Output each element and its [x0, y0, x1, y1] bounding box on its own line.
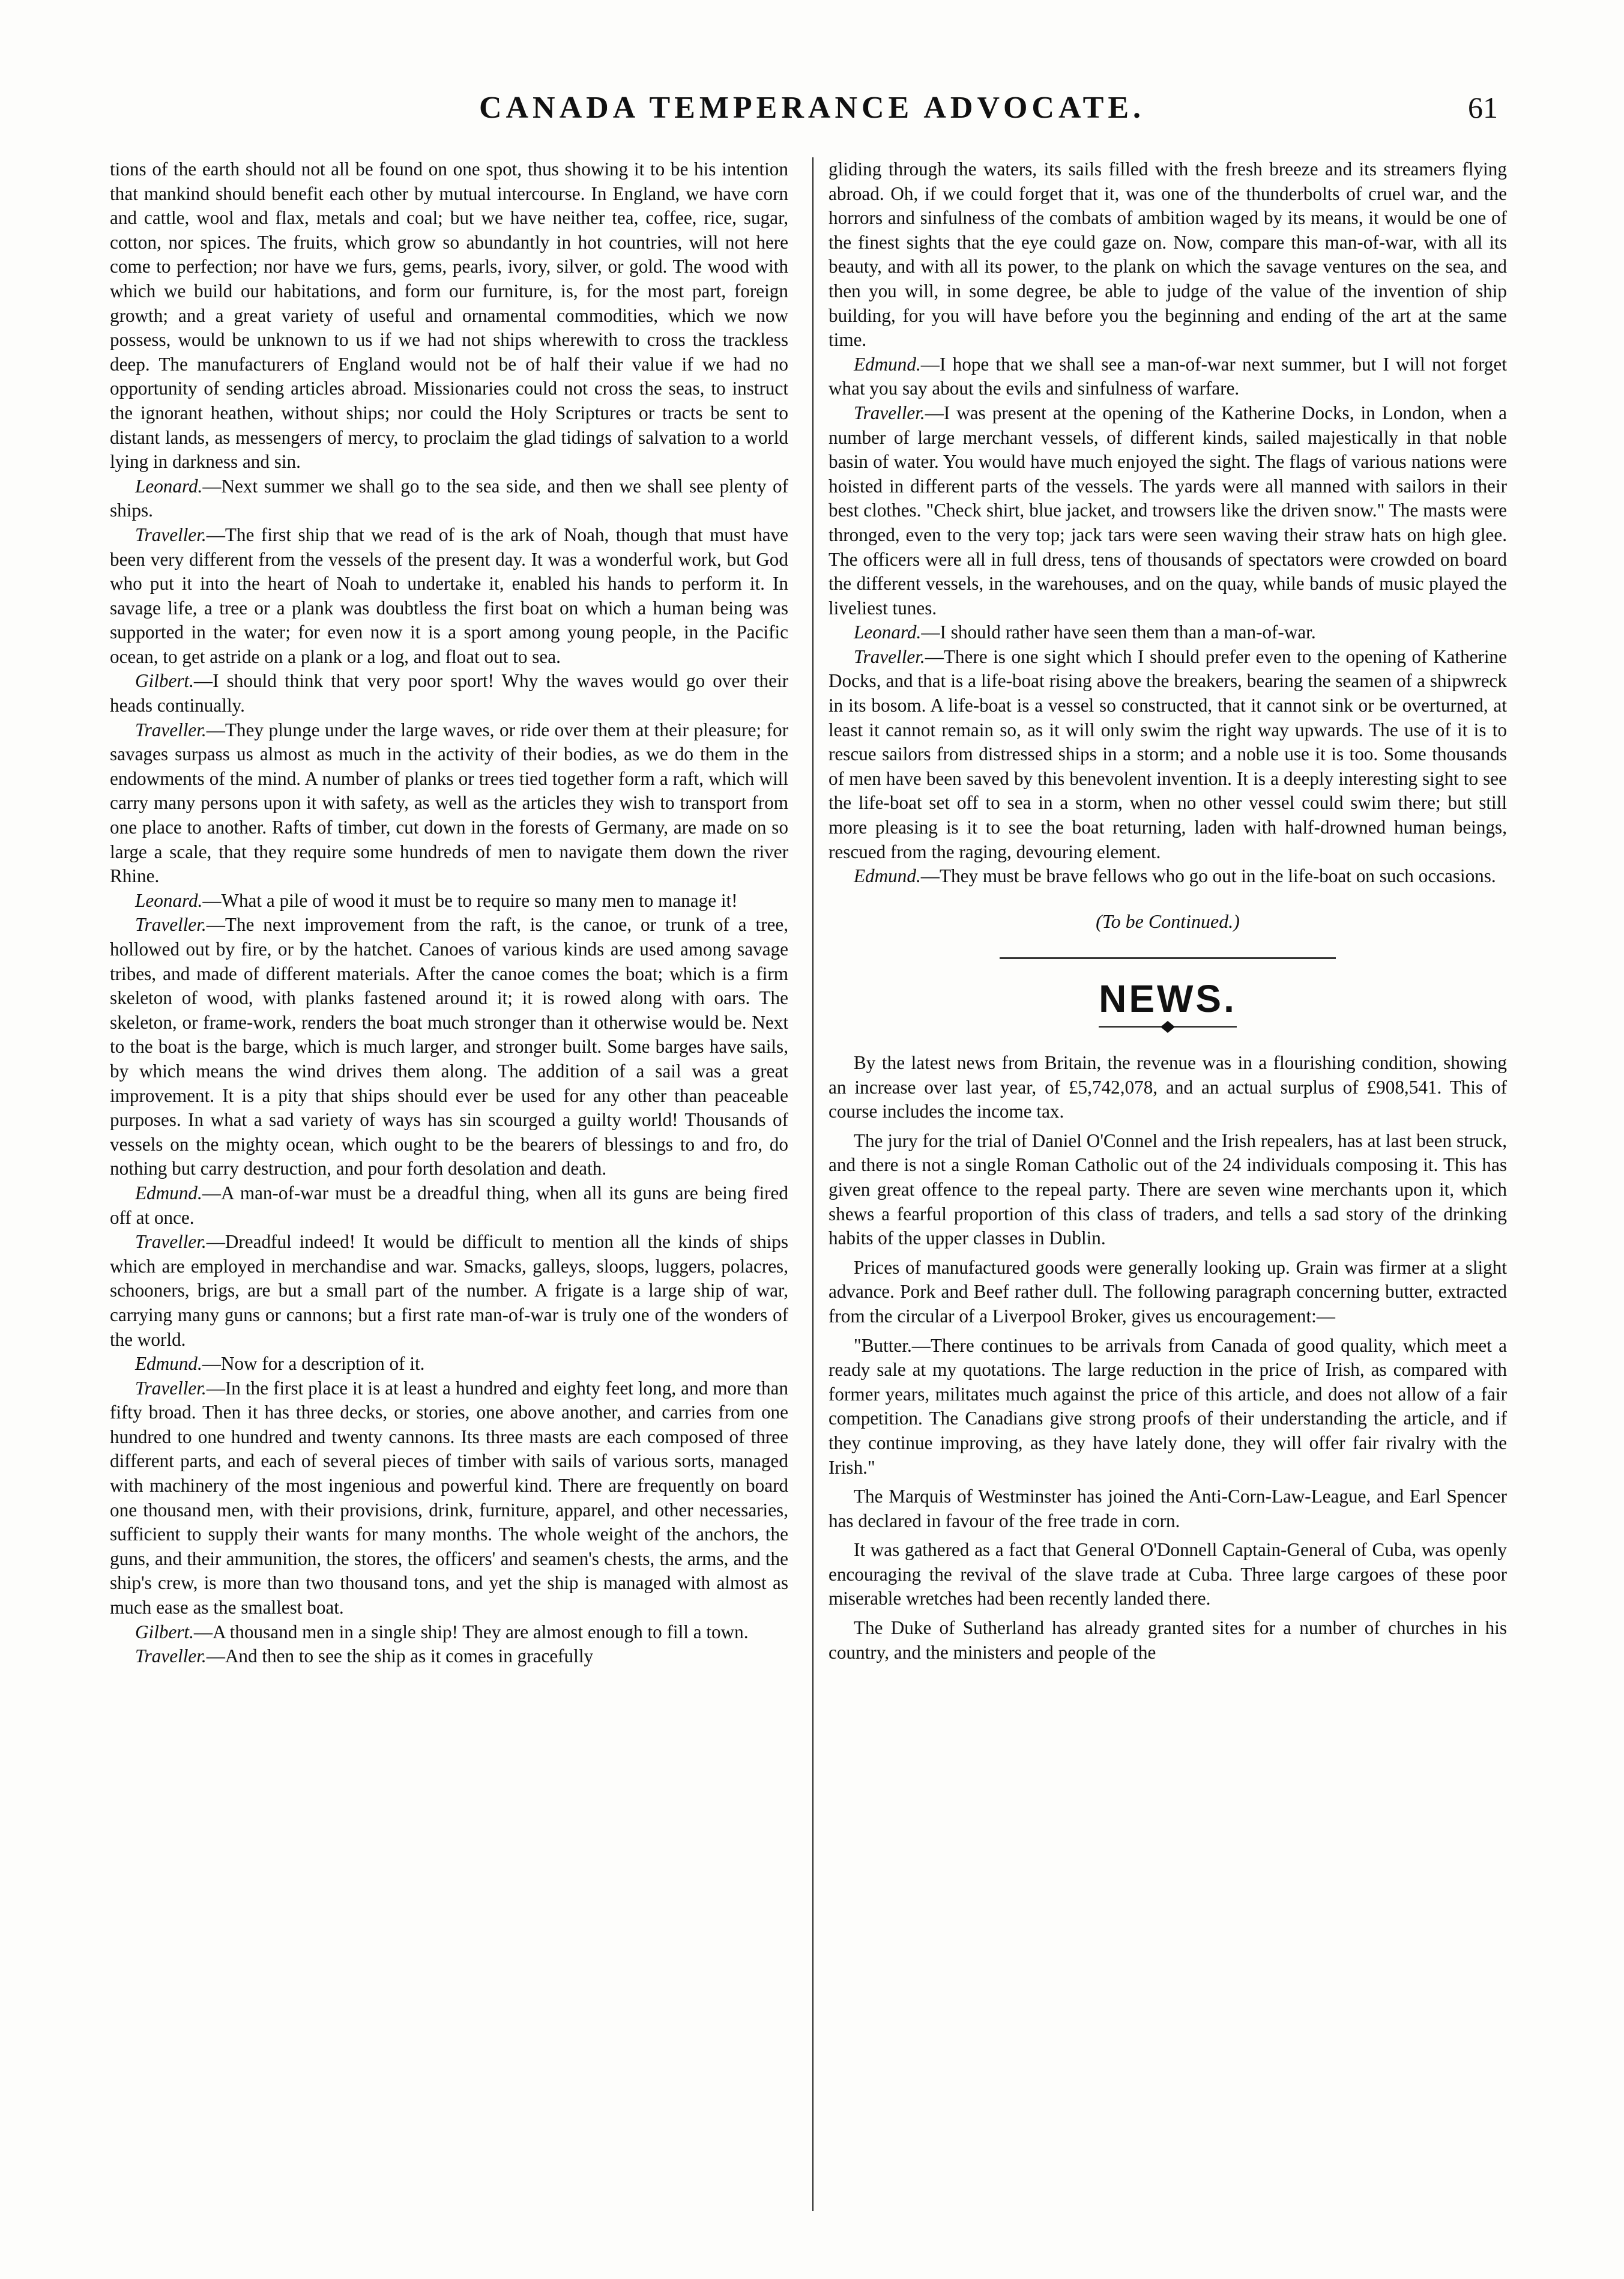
speaker-name: Edmund. [854, 353, 921, 375]
dialogue-paragraph: Traveller.—The first ship that we read of is the ark of Noah, though that must have been very different from the vessels of the present day. It was a wonderful work, but God who put it into the heart of Noah to undertake it, enabled his hands to perform it. In savage life, a tree or a plank was doubtless the first boat on which a human being was supported in the water; for even now it is a sport among young people, in the Pacific ocean, to get astride on a plank or a log, and float out to sea. [110, 524, 788, 667]
news-paragraph: By the latest news from Britain, the revenue was in a flourishing condition, showing an increase over last year, of £5,742,078, and an actual surplus of £908,541. This of course includes the income tax. [829, 1052, 1507, 1122]
to-be-continued-note: (To be Continued.) [1096, 910, 1240, 932]
speaker-name: Traveller. [135, 1377, 207, 1399]
dialogue-paragraph: Traveller.—Dreadful indeed! It would be difficult to mention all the kinds of ships which are employed in merchandise and war. Smacks, galleys, sloops, luggers, polacres, schooners, brigs, are but a small part of the number. A frigate is a large ship of war, carrying many guns or cannons; but a first rate man-of-war is truly one of the wonders of the world. [110, 1231, 788, 1350]
news-paragraph: It was gathered as a fact that General O'Donnell Captain-General of Cuba, was openly encouraging the revival of the slave trade at Cuba. Three large cargoes of these poor miserable wretches had been recently landed there. [829, 1539, 1507, 1609]
running-head [0, 90, 1624, 138]
speaker-name: Traveller. [135, 1231, 207, 1253]
dialogue-paragraph: Edmund.—A man-of-war must be a dreadful thing, when all its guns are being fired off at once. [110, 1182, 788, 1228]
news-paragraph: The Marquis of Westminster has joined the Anti-Corn-Law-League, and Earl Spencer has declared in favour of the free trade in corn. [829, 1486, 1507, 1531]
speaker-name: Leonard. [135, 475, 203, 497]
dialogue-paragraph: Traveller.—And then to see the ship as it comes in gracefully [135, 1645, 594, 1667]
news-section [829, 1051, 1507, 1665]
diamond-ornament-icon [1099, 1020, 1237, 1034]
news-paragraph: The Duke of Sutherland has already granted sites for a number of churches in his country, and the ministers and people of the [829, 1617, 1507, 1663]
speaker-name: Edmund. [854, 865, 921, 887]
dialogue-paragraph: Gilbert.—A thousand men in a single ship! They are almost enough to fill a town. [135, 1621, 749, 1642]
dialogue-paragraph: Traveller.—In the first place it is at least a hundred and eighty feet long, and more than fifty broad. Then it has three decks, or stories, one above another, and carries from one hundred to one hundred and twenty cannons. Its three masts are each composed of three different parts, and each of several pieces of timber with sails of various sorts, managed with machinery of the most ingenious and powerful kind. There are frequently on board one thousand men, with their provisions, drink, furniture, apparel, and other necessaries, sufficient to supply their wants for many months. The whole weight of the anchors, the guns, and their ammunition, the stores, the officers' and seamen's chests, the arms, and the ship's crew, is more than two thousand tons, and yet the ship is managed with almost as much ease as the smallest boat. [110, 1377, 788, 1618]
dialogue-paragraph: Traveller.—The next improvement from the raft, is the canoe, or trunk of a tree, hollowed out by fire, or by the hatchet. Canoes of various kinds are used among savage tribes, and made of different materials. After the canoe comes the boat; which is a firm skeleton of wood, with planks fastened around it; it is rowed along with oars. The skeleton, or frame-work, renders the boat much stronger than it otherwise would be. Next to the boat is the barge, which is much larger, and stronger built. Some barges have sails, by which means the wind drives them along. The addition of a sail was a great improvement. It is a pity that ships should ever be used for any other than peaceable purposes. In what a sad variety of ways has sin scourged a guilty world! Thousands of vessels on the mighty ocean, which ought to be the bearers of blessings to and fro, do nothing but carry destruction, and pour forth desolation and death. [110, 914, 788, 1179]
speaker-name: Traveller. [135, 524, 207, 545]
paragraph: gliding through the waters, its sails filled with the fresh breeze and its streamers flying abroad. Oh, if we could forget that it, was one of the thunderbolts of cruel war, and the horrors and sinfulness of the combats of ambition waged by its means, it would be one of the finest sights that the eye could gaze on. Now, compare this man-of-war, with all its beauty, and with all its power, to the plank on which the savage ventures on the sea, and then you will, in some degree, be able to judge of the value of the invention of ship building, for you will have before you the beginning and ending of the art at the same time. [829, 159, 1507, 351]
dialogue-paragraph: Leonard.—Next summer we shall go to the sea side, and then we shall see plenty of ships. [110, 475, 788, 521]
left-column [110, 157, 788, 1669]
column-rule [812, 157, 814, 2211]
speaker-name: Gilbert. [135, 670, 194, 692]
right-column [829, 157, 1507, 1665]
page-number: 61 [1468, 91, 1498, 124]
dialogue-paragraph: Gilbert.—I should think that very poor sport! Why the waves would go over their heads continually. [110, 670, 788, 716]
dialogue-paragraph: Traveller.—I was present at the opening of the Katherine Docks, in London, when a number of large merchant vessels, of different kinds, sailed majestically in that noble basin of water. You would have much enjoyed the sight. The flags of various nations were hoisted in different parts of the vessels. The yards were all manned with sailors in their best clothes. "Check shirt, blue jacket, and trowsers like the driven snow." The masts were thronged, even to the very top; jack tars were seen waving their straw hats on high glee. The officers were all in full dress, tens of thousands of spectators were crowded on board the different vessels, in the warehouses, and on the quay, while bands of music played the liveliest tunes. [829, 402, 1507, 619]
dialogue-paragraph: Edmund.—I hope that we shall see a man-of-war next summer, but I will not forget what you say about the evils and sinfulness of warfare. [829, 353, 1507, 399]
speaker-name: Traveller. [135, 914, 207, 936]
speaker-name: Gilbert. [135, 1621, 194, 1642]
news-paragraph: Prices of manufactured goods were generally looking up. Grain was firmer at a slight advance. Pork and Beef rather dull. The following paragraph concerning butter, extracted from the circular of a Liverpool Broker, gives us encouragement:— [829, 1256, 1507, 1327]
dialogue-paragraph: Edmund.—They must be brave fellows who go out in the life-boat on such occasions. [854, 865, 1496, 887]
news-paragraph: "Butter.—There continues to be arrivals from Canada of good quality, which meet a ready sale at my quotations. The large reduction in the price of Irish, as compared with former years, militates much against the price of this article, and does not allow of a fair competition. The Canadians give strong proofs of their understanding the article, and if they continue improving, as they have lately done, they will offer fair rivalry with the Irish." [829, 1334, 1507, 1478]
speaker-name: Traveller. [135, 1645, 207, 1667]
running-title: CANADA TEMPERANCE ADVOCATE. [478, 91, 1146, 125]
dialogue-paragraph: Edmund.—Now for a description of it. [135, 1353, 425, 1375]
section-divider [1000, 957, 1336, 959]
news-paragraph: The jury for the trial of Daniel O'Connel and the Irish repealers, has at last been struck, and there is not a single Roman Catholic out of the 24 individuals composing it. This has given great offence to the repeal party. There are seven wine merchants upon it, which shews a fearful proportion of this class of traders, and tells a sad story of the drinking habits of the upper classes in Dublin. [829, 1130, 1507, 1249]
speaker-name: Leonard. [854, 622, 922, 643]
dialogue-paragraph: Leonard.—What a pile of wood it must be to require so many men to manage it! [135, 889, 738, 911]
dialogue-paragraph: Leonard.—I should rather have seen them than a man-of-war. [854, 622, 1316, 643]
speaker-name: Edmund. [135, 1182, 202, 1203]
speaker-name: Traveller. [135, 719, 207, 740]
speaker-name: Traveller. [854, 402, 925, 423]
paragraph: tions of the earth should not all be found on one spot, thus showing it to be his intention that mankind should benefit each other by mutual intercourse. In England, we have corn and cattle, wool and flax, metals and coal; but we have neither tea, coffee, rice, sugar, cotton, nor spices. The fruits, which grow so abundantly in hot countries, will not here come to perfection; nor have we furs, gems, pearls, ivory, silver, or gold. The wood with which we build our habitations, and form our furniture, is, for the most part, foreign growth; and a great variety of useful and ornamental commodities, which we now possess, would be unknown to us if we had not ships wherewith to cross the trackless deep. The manufacturers of England would not be of half their value if we had no opportunity of sending articles abroad. Missionaries could not cross the seas, to instruct the ignorant heathen, without ships; nor could the Holy Scriptures or tracts be sent to distant lands, as messengers of mercy, to proclaim the glad tidings of salvation to a world lying in darkness and sin. [110, 159, 788, 473]
dialogue-paragraph: Traveller.—They plunge under the large waves, or ride over them at their pleasure; for savages surpass us almost as much in the activity of their bodies, as we do them in the endowments of the mind. A number of planks or trees tied together form a raft, which will carry many persons upon it with safety, as well as the articles they wish to transport from one place to another. Rafts of timber, cut down in the forests of Germany, are made on so large a scale, that they require some hundreds of men to navigate them down the river Rhine. [110, 719, 788, 887]
speaker-name: Traveller. [854, 646, 925, 667]
speaker-name: Leonard. [135, 889, 203, 911]
speaker-name: Edmund. [135, 1353, 202, 1375]
news-heading: NEWS. [1099, 977, 1237, 1021]
dialogue-paragraph: Traveller.—There is one sight which I should prefer even to the opening of Katherine Docks, and that is a life-boat rising above the breakers, bearing the seamen of a shipwreck in its bosom. A life-boat is a vessel so constructed, that it cannot sink or be overturned, at least it cannot remain so, as it will only swim the right way upwards. The use of it is to rescue sailors from distressed ships in a storm; and a noble use it is too. Some thousands of men have been saved by this benevolent invention. It is a deeply interesting sight to see the life-boat set off to sea in a storm, when no other vessel could swim there; but still more pleasing is it to see the boat returning, laden with half-drowned human beings, rescued from the raging, devouring element. [829, 646, 1507, 862]
